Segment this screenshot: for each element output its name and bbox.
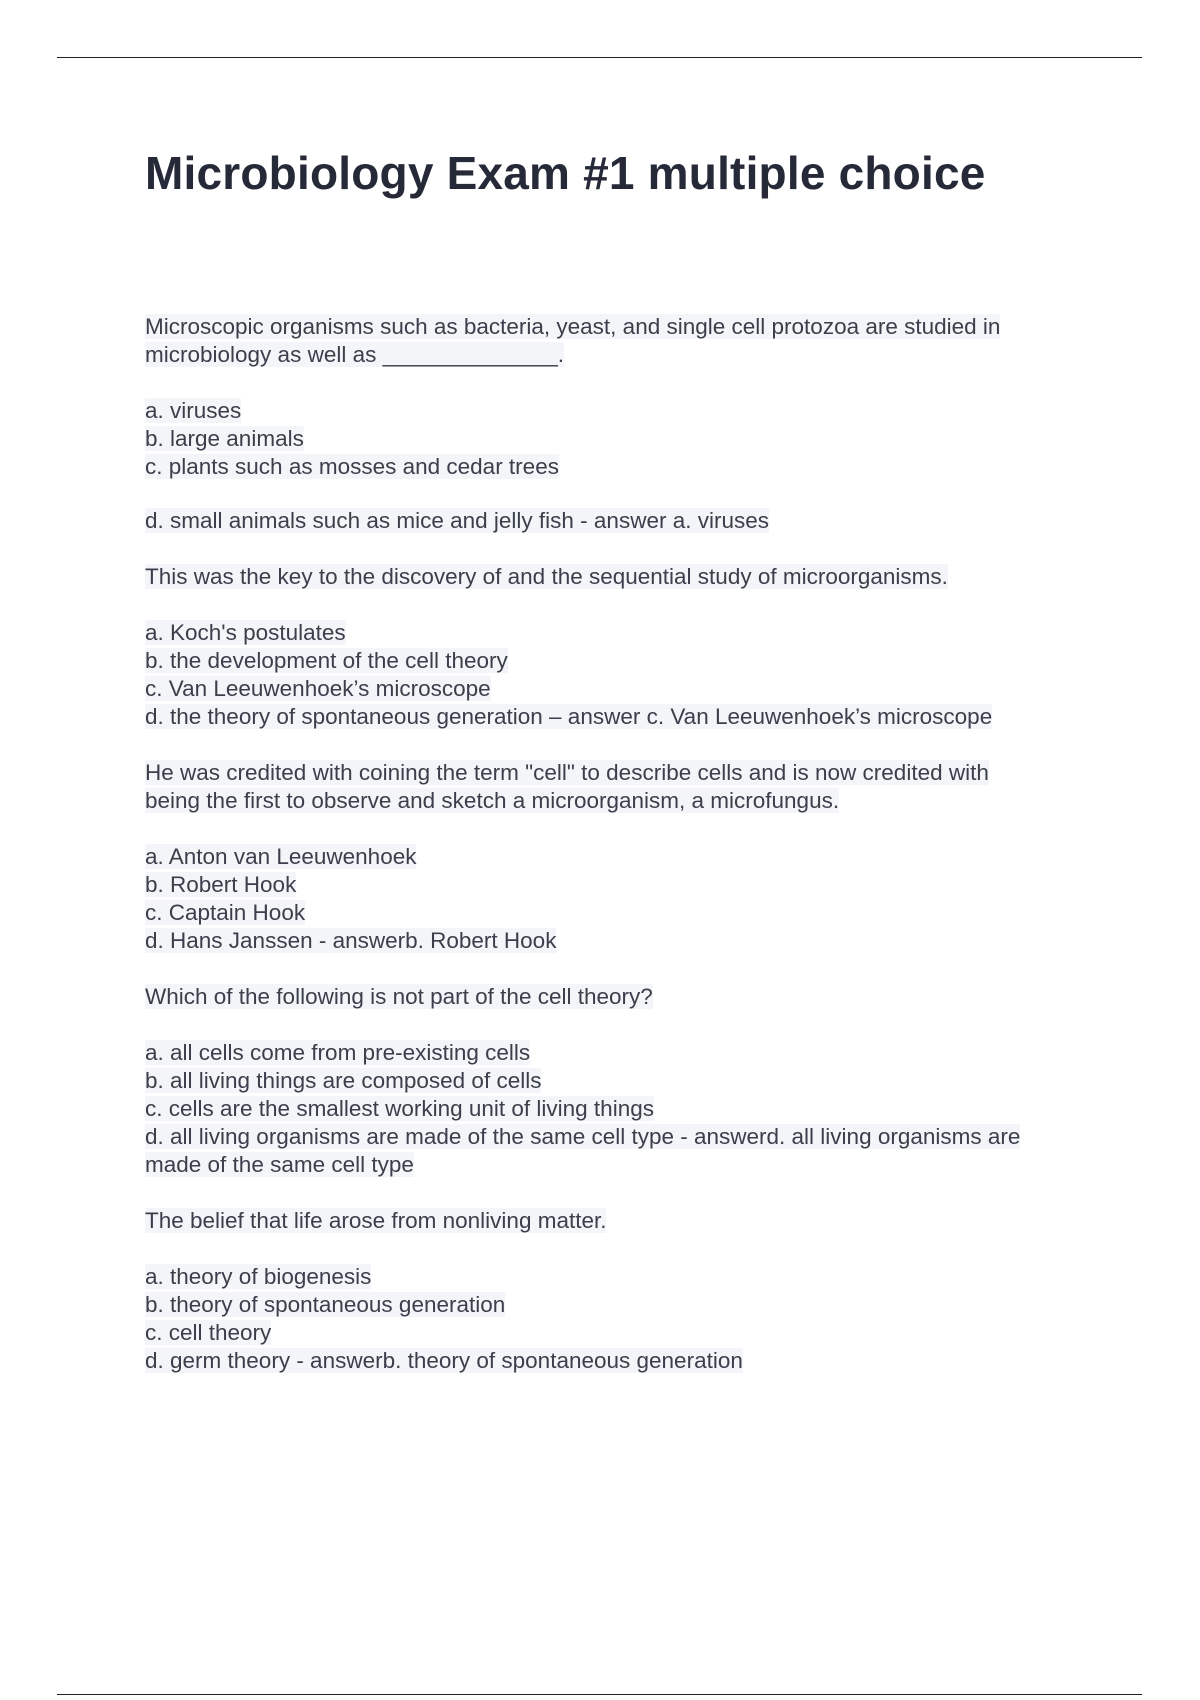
question-stem-line: being the first to observe and sketch a microorganism, a microfungus. — [145, 788, 840, 813]
question-2 — [145, 563, 1105, 731]
answer-option: c. Captain Hook — [145, 900, 306, 925]
answer-option: b. the development of the cell theory — [145, 648, 508, 673]
question-4 — [145, 983, 1105, 1179]
answer-option: a. all cells come from pre-existing cells — [145, 1040, 531, 1065]
answer-option-with-answer: d. germ theory - answerb. theory of spontaneous generation — [145, 1348, 743, 1373]
question-3 — [145, 759, 1105, 955]
answer-option: a. Anton van Leeuwenhoek — [145, 844, 417, 869]
question-1 — [145, 313, 1105, 535]
answer-option: c. cell theory — [145, 1320, 272, 1345]
answer-option: b. all living things are composed of cells — [145, 1068, 542, 1093]
document-title: Microbiology Exam #1 multiple choice — [145, 147, 986, 199]
question-stem-line: microbiology as well as ______________. — [145, 342, 565, 367]
question-5 — [145, 1207, 1105, 1375]
question-stem-line: Which of the following is not part of the cell theory? — [145, 984, 653, 1009]
question-stem-line: This was the key to the discovery of and the sequential study of microorganisms. — [145, 564, 948, 589]
question-stem-line: The belief that life arose from nonliving matter. — [145, 1208, 607, 1233]
answer-option: c. cells are the smallest working unit of living things — [145, 1096, 654, 1121]
question-stem-line: Microscopic organisms such as bacteria, yeast, and single cell protozoa are studied in — [145, 314, 1001, 339]
top-rule — [57, 57, 1142, 58]
answer-option: c. Van Leeuwenhoek’s microscope — [145, 676, 491, 701]
answer-option: a. theory of biogenesis — [145, 1264, 372, 1289]
answer-option: a. Koch's postulates — [145, 620, 346, 645]
answer-option: a. viruses — [145, 398, 242, 423]
answer-option-with-answer: d. Hans Janssen - answerb. Robert Hook — [145, 928, 557, 953]
bottom-rule — [57, 1694, 1142, 1695]
answer-option: b. theory of spontaneous generation — [145, 1292, 506, 1317]
answer-option-continuation: made of the same cell type — [145, 1152, 414, 1177]
answer-option-with-answer: d. all living organisms are made of the same cell type - answerd. all living organisms are — [145, 1124, 1021, 1149]
answer-option: b. Robert Hook — [145, 872, 297, 897]
answer-option: c. plants such as mosses and cedar trees — [145, 454, 559, 479]
answer-option-with-answer: d. the theory of spontaneous generation – answer c. Van Leeuwenhoek’s microscope — [145, 704, 993, 729]
document-body — [145, 313, 1105, 1375]
answer-option-with-answer: d. small animals such as mice and jelly fish - answer a. viruses — [145, 508, 769, 533]
answer-option: b. large animals — [145, 426, 304, 451]
question-stem-line: He was credited with coining the term "cell" to describe cells and is now credited with — [145, 760, 989, 785]
